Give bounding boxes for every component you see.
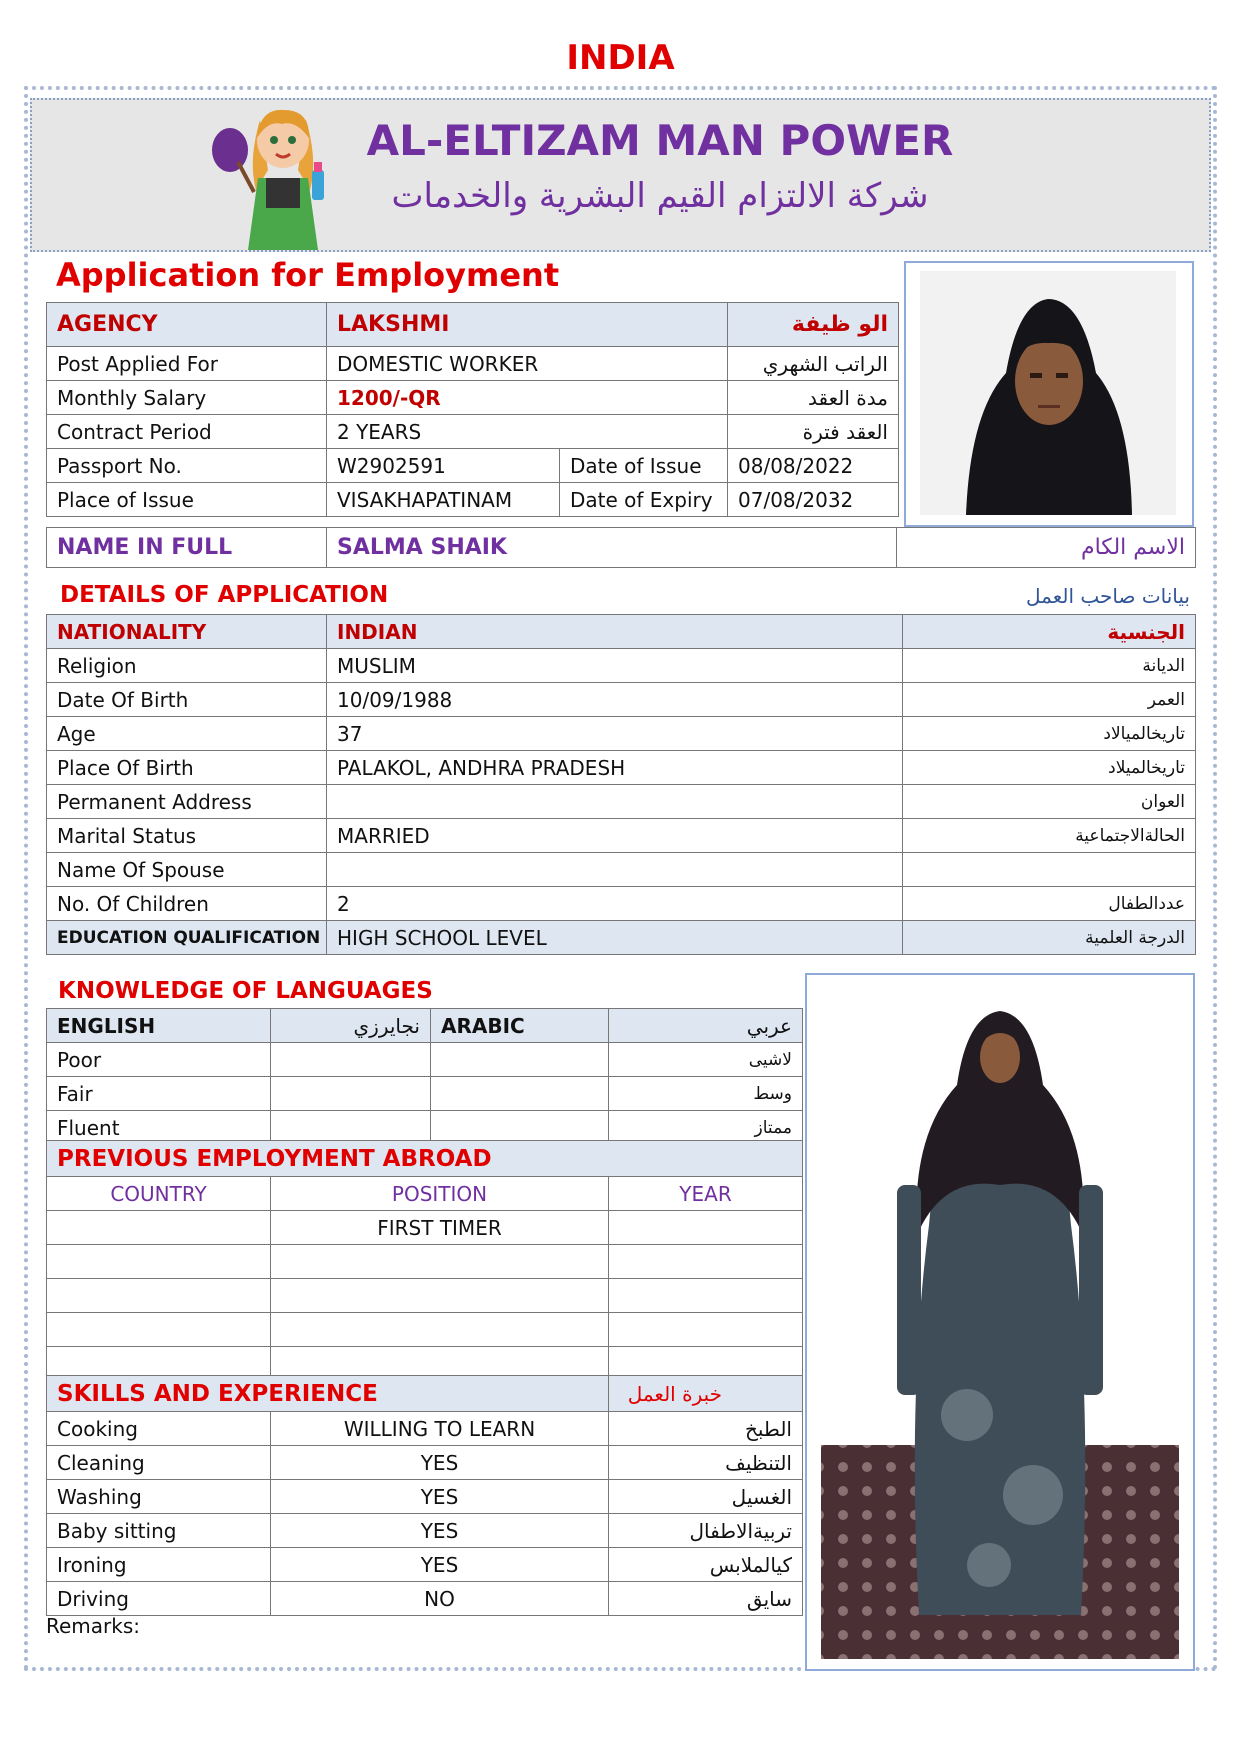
skill-value: YES bbox=[271, 1480, 609, 1514]
languages-section-title: KNOWLEDGE OF LANGUAGES bbox=[58, 978, 433, 1004]
detail-row bbox=[47, 785, 1196, 819]
job-row bbox=[47, 347, 899, 381]
employment-position bbox=[271, 1313, 609, 1347]
level-label: Poor bbox=[47, 1043, 271, 1077]
detail-label-arabic: تاريخالميلاد bbox=[903, 751, 1196, 785]
nationality-value: INDIAN bbox=[327, 615, 903, 649]
skill-value: YES bbox=[271, 1548, 609, 1582]
detail-value: 10/09/1988 bbox=[327, 683, 903, 717]
company-name: AL-ELTIZAM MAN POWER bbox=[366, 116, 954, 165]
arabic-level-cell bbox=[431, 1077, 609, 1111]
skill-row bbox=[47, 1582, 803, 1616]
agency-value: LAKSHMI bbox=[327, 303, 728, 347]
level-label: Fair bbox=[47, 1077, 271, 1111]
skill-row bbox=[47, 1480, 803, 1514]
skill-label-arabic: سايق bbox=[609, 1582, 803, 1616]
education-label-arabic: الدرجة العلمية bbox=[903, 921, 1196, 955]
employment-position: FIRST TIMER bbox=[271, 1211, 609, 1245]
skill-label-arabic: كيالملابس bbox=[609, 1548, 803, 1582]
skill-label: Cleaning bbox=[47, 1446, 271, 1480]
skill-value: WILLING TO LEARN bbox=[271, 1412, 609, 1446]
detail-value: 2 bbox=[327, 887, 903, 921]
employment-row bbox=[47, 1313, 803, 1347]
job-value: DOMESTIC WORKER bbox=[327, 347, 728, 381]
languages-table bbox=[46, 1008, 803, 1145]
skill-label: Ironing bbox=[47, 1548, 271, 1582]
employment-position bbox=[271, 1245, 609, 1279]
detail-label-arabic: العوان bbox=[903, 785, 1196, 819]
skill-label: Driving bbox=[47, 1582, 271, 1616]
detail-row bbox=[47, 649, 1196, 683]
english-label-arabic: نجايرزي bbox=[271, 1009, 431, 1043]
nationality-label-arabic: الجنسية bbox=[903, 615, 1196, 649]
company-name-arabic: شركة الالتزام القيم البشرية والخدمات bbox=[391, 176, 929, 216]
full-body-photo bbox=[805, 973, 1195, 1671]
job-label-arabic: العقد فترة bbox=[728, 415, 899, 449]
agency-row bbox=[47, 303, 899, 347]
skills-section-title: SKILLS AND EXPERIENCE bbox=[47, 1376, 609, 1412]
employment-row bbox=[47, 1245, 803, 1279]
detail-row bbox=[47, 853, 1196, 887]
issue-date-label: Date of Issue bbox=[560, 449, 728, 483]
detail-value: PALAKOL, ANDHRA PRADESH bbox=[327, 751, 903, 785]
detail-row bbox=[47, 819, 1196, 853]
agency-label-arabic: الو ظيفة bbox=[728, 303, 899, 347]
name-label: NAME IN FULL bbox=[47, 528, 327, 568]
employment-position bbox=[271, 1279, 609, 1313]
job-row bbox=[47, 381, 899, 415]
country-heading: INDIA bbox=[566, 38, 675, 78]
passport-photo bbox=[904, 261, 1194, 527]
details-table bbox=[46, 614, 1196, 955]
detail-value: MARRIED bbox=[327, 819, 903, 853]
place-of-issue: VISAKHAPATINAM bbox=[327, 483, 560, 517]
skill-value: YES bbox=[271, 1514, 609, 1548]
detail-label-arabic: العمر bbox=[903, 683, 1196, 717]
job-value: 2 YEARS bbox=[327, 415, 728, 449]
skills-table bbox=[46, 1375, 803, 1616]
employment-row bbox=[47, 1211, 803, 1245]
job-label: Monthly Salary bbox=[47, 381, 327, 415]
passport-row bbox=[47, 449, 899, 483]
arabic-label-arabic: عربي bbox=[609, 1009, 803, 1043]
name-value: SALMA SHAIK bbox=[327, 528, 897, 568]
job-table bbox=[46, 302, 899, 517]
employment-year bbox=[609, 1245, 803, 1279]
skills-section-title-arabic: خبرة العمل bbox=[609, 1376, 803, 1412]
detail-row bbox=[47, 751, 1196, 785]
employment-year bbox=[609, 1211, 803, 1245]
detail-row bbox=[47, 887, 1196, 921]
name-label-arabic: الاسم الكام bbox=[897, 528, 1196, 568]
passport-no-label: Passport No. bbox=[47, 449, 327, 483]
detail-value bbox=[327, 785, 903, 819]
skill-row bbox=[47, 1548, 803, 1582]
education-row bbox=[47, 921, 1196, 955]
form-title: Application for Employment bbox=[56, 256, 560, 294]
detail-label: Age bbox=[47, 717, 327, 751]
level-label-arabic: لاشيى bbox=[609, 1043, 803, 1077]
employment-row bbox=[47, 1279, 803, 1313]
passport-row bbox=[47, 483, 899, 517]
detail-label-arabic: الحالةالاجتماعية bbox=[903, 819, 1196, 853]
english-level-cell bbox=[271, 1077, 431, 1111]
skill-label-arabic: الغسيل bbox=[609, 1480, 803, 1514]
job-label: Contract Period bbox=[47, 415, 327, 449]
english-level-cell bbox=[271, 1043, 431, 1077]
details-section-title-arabic: بيانات صاحب العمل bbox=[1026, 584, 1190, 608]
details-section-title: DETAILS OF APPLICATION bbox=[60, 582, 389, 608]
detail-label-arabic: عددالطفال bbox=[903, 887, 1196, 921]
education-value: HIGH SCHOOL LEVEL bbox=[327, 921, 903, 955]
skill-label: Baby sitting bbox=[47, 1514, 271, 1548]
detail-label: Place Of Birth bbox=[47, 751, 327, 785]
skill-label-arabic: التنظيف bbox=[609, 1446, 803, 1480]
employment-year bbox=[609, 1279, 803, 1313]
employment-country bbox=[47, 1211, 271, 1245]
level-label-arabic: وسط bbox=[609, 1077, 803, 1111]
year-column-header: YEAR bbox=[609, 1177, 803, 1211]
name-table bbox=[46, 527, 1196, 568]
agency-label: AGENCY bbox=[47, 303, 327, 347]
employment-country bbox=[47, 1245, 271, 1279]
skill-value: YES bbox=[271, 1446, 609, 1480]
remarks-label: Remarks: bbox=[46, 1614, 141, 1638]
nationality-label: NATIONALITY bbox=[47, 615, 327, 649]
skill-value: NO bbox=[271, 1582, 609, 1616]
employment-country bbox=[47, 1313, 271, 1347]
detail-label-arabic: تاريخالميالاد bbox=[903, 717, 1196, 751]
detail-label: Name Of Spouse bbox=[47, 853, 327, 887]
position-column-header: POSITION bbox=[271, 1177, 609, 1211]
skill-row bbox=[47, 1514, 803, 1548]
employment-year bbox=[609, 1313, 803, 1347]
detail-value: 37 bbox=[327, 717, 903, 751]
employment-table bbox=[46, 1140, 803, 1381]
skill-row bbox=[47, 1412, 803, 1446]
language-level-row bbox=[47, 1077, 803, 1111]
level-label: Fluent bbox=[47, 1111, 271, 1145]
salary-value: 1200/-QR bbox=[327, 381, 728, 415]
skill-label: Cooking bbox=[47, 1412, 271, 1446]
english-label: ENGLISH bbox=[47, 1009, 271, 1043]
skill-label-arabic: تربيةالاطفال bbox=[609, 1514, 803, 1548]
expiry-date: 07/08/2032 bbox=[728, 483, 899, 517]
skill-row bbox=[47, 1446, 803, 1480]
job-label: Post Applied For bbox=[47, 347, 327, 381]
detail-label: Date Of Birth bbox=[47, 683, 327, 717]
issue-date: 08/08/2022 bbox=[728, 449, 899, 483]
detail-label: Marital Status bbox=[47, 819, 327, 853]
detail-row bbox=[47, 683, 1196, 717]
expiry-date-label: Date of Expiry bbox=[560, 483, 728, 517]
arabic-level-cell bbox=[431, 1043, 609, 1077]
place-of-issue-label: Place of Issue bbox=[47, 483, 327, 517]
arabic-label: ARABIC bbox=[431, 1009, 609, 1043]
detail-label: No. Of Children bbox=[47, 887, 327, 921]
detail-label: Religion bbox=[47, 649, 327, 683]
job-row bbox=[47, 415, 899, 449]
detail-label: Permanent Address bbox=[47, 785, 327, 819]
skill-label-arabic: الطبخ bbox=[609, 1412, 803, 1446]
job-label-arabic: الراتب الشهري bbox=[728, 347, 899, 381]
language-level-row bbox=[47, 1043, 803, 1077]
detail-label-arabic: الديانة bbox=[903, 649, 1196, 683]
job-label-arabic: مدة العقد bbox=[728, 381, 899, 415]
country-column-header: COUNTRY bbox=[47, 1177, 271, 1211]
detail-row bbox=[47, 717, 1196, 751]
skill-label: Washing bbox=[47, 1480, 271, 1514]
employment-country bbox=[47, 1279, 271, 1313]
detail-value bbox=[327, 853, 903, 887]
education-label: EDUCATION QUALIFICATION bbox=[47, 921, 327, 955]
employment-section-title: PREVIOUS EMPLOYMENT ABROAD bbox=[47, 1141, 803, 1177]
passport-no: W2902591 bbox=[327, 449, 560, 483]
detail-label-arabic bbox=[903, 853, 1196, 887]
detail-value: MUSLIM bbox=[327, 649, 903, 683]
maid-logo-icon bbox=[208, 100, 336, 250]
level-label-arabic: ممتاز bbox=[609, 1111, 803, 1145]
